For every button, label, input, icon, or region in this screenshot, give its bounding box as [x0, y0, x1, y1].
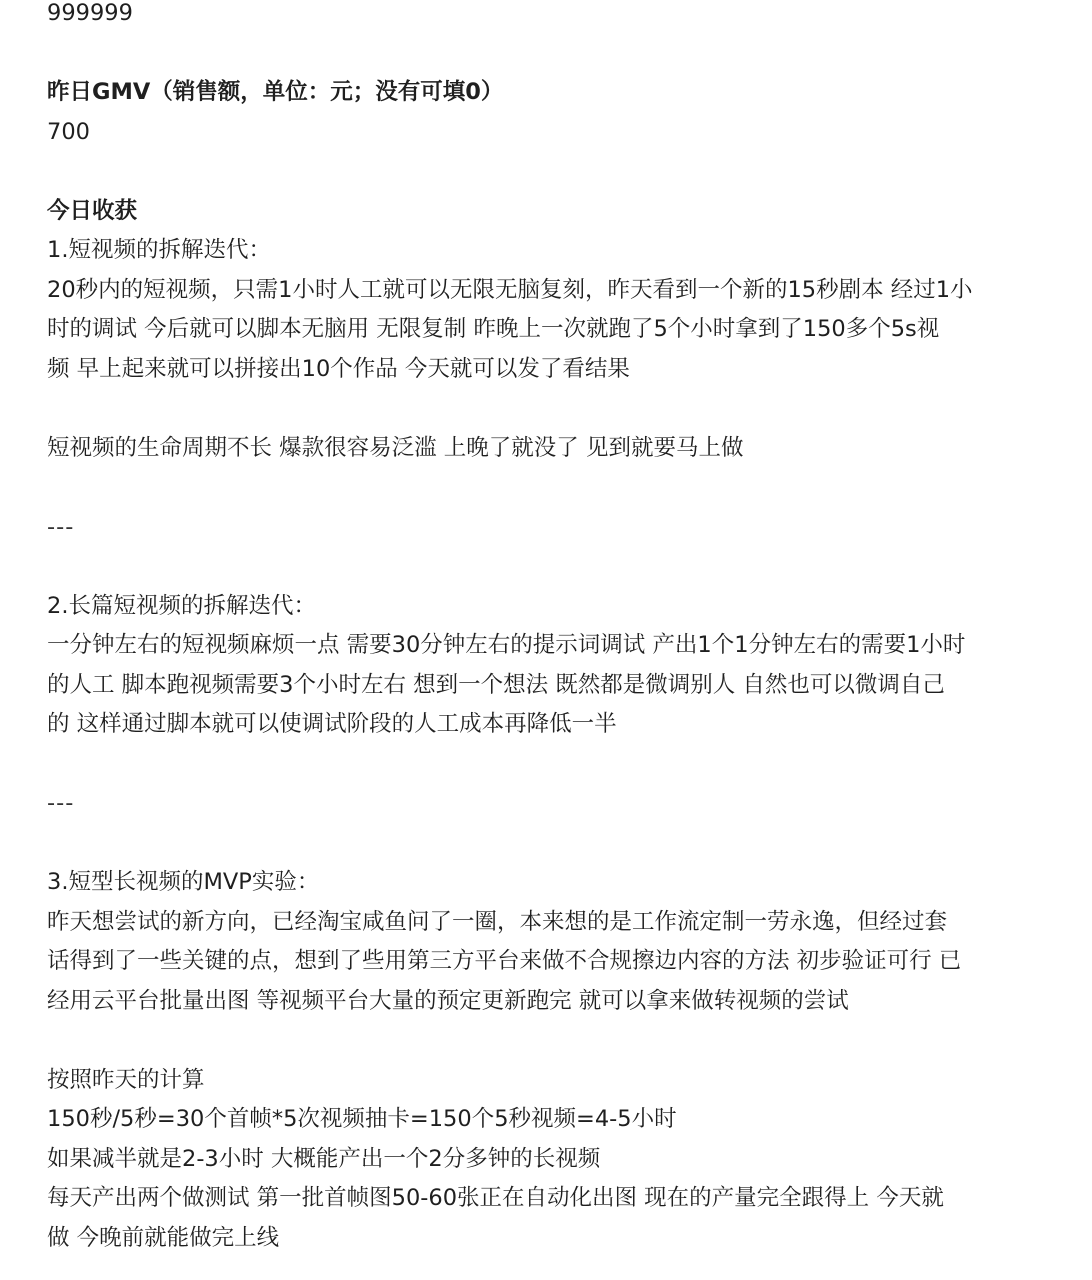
gmv-label: 昨日GMV（销售额，单位：元；没有可填0） [47, 79, 504, 105]
divider: --- [47, 513, 75, 540]
spacer [47, 547, 1047, 587]
section3-heading: 3.短型长视频的MVP实验： [47, 869, 320, 895]
section3-line: 昨天想尝试的新方向，已经淘宝咸鱼问了一圈，本来想的是工作流定制一劳永逸，但经过套 [47, 908, 948, 935]
section1-line: 频 早上起来就可以拼接出10个作品 今天就可以发了看结果 [47, 355, 630, 382]
calc-line: 每天产出两个做测试 第一批首帧图50-60张正在自动化出图 现在的产量完全跟得上 今天就 [47, 1185, 944, 1211]
spacer [47, 745, 1047, 785]
calc-line: 做 今晚前就能做完上线 [47, 1224, 280, 1251]
section1-line: 20秒内的短视频，只需1小时人工就可以无限无脑复刻，昨天看到一个新的15秒剧本 经过1小 [47, 276, 973, 303]
spacer [47, 1021, 1047, 1061]
harvest-title: 今日收获 [47, 197, 138, 224]
section1-note: 短视频的生命周期不长 爆款很容易泛滥 上晚了就没了 见到就要马上做 [47, 434, 744, 461]
calc-line: 如果减半就是2-3小时 大概能产出一个2分多钟的长视频 [47, 1145, 601, 1172]
section1-heading: 1.短视频的拆解迭代： [47, 237, 271, 263]
section1-line: 时的调试 今后就可以脚本无脑用 无限复制 昨晚上一次就跑了5个小时拿到了150多个5s视 [47, 316, 940, 342]
spacer [47, 468, 1047, 508]
section2-line: 一分钟左右的短视频麻烦一点 需要30分钟左右的提示词调试 产出1个1分钟左右的需要1小时 [47, 632, 966, 658]
calc-line: 150秒/5秒=30个首帧*5次视频抽卡=150个5秒视频=4-5小时 [47, 1106, 677, 1132]
section2-heading: 2.长篇短视频的拆解迭代： [47, 592, 316, 619]
section3-line: 经用云平台批量出图 等视频平台大量的预定更新跑完 就可以拿来做转视频的尝试 [47, 987, 849, 1014]
calc-title: 按照昨天的计算 [47, 1066, 205, 1093]
spacer [47, 34, 1047, 74]
spacer [47, 152, 1047, 192]
divider: --- [47, 790, 75, 816]
top-value: 999999 [47, 0, 133, 26]
gmv-value: 700 [47, 118, 90, 145]
section3-line: 话得到了一些关键的点，想到了些用第三方平台来做不合规擦边内容的方法 初步验证可行 已 [47, 948, 962, 974]
spacer [47, 389, 1047, 429]
spacer [47, 824, 1047, 864]
section2-line: 的人工 脚本跑视频需要3个小时左右 想到一个想法 既然都是微调别人 自然也可以微调自己 [47, 671, 945, 698]
section2-line: 的 这样通过脚本就可以使调试阶段的人工成本再降低一半 [47, 711, 617, 737]
document-body [47, 0, 1047, 1258]
